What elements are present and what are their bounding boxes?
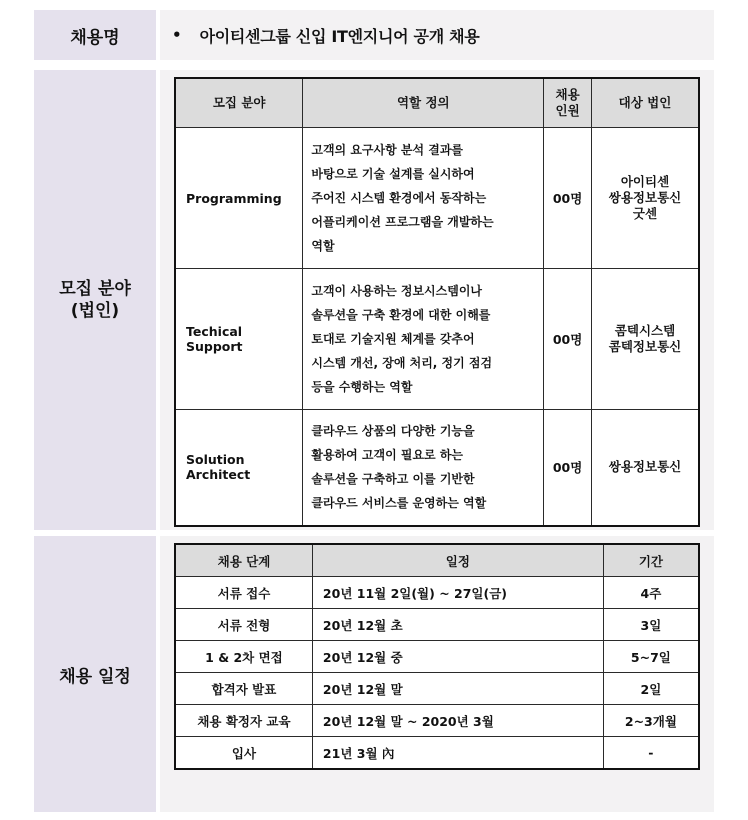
stage-cell: 서류 접수 xyxy=(175,577,312,609)
table-row xyxy=(175,705,699,737)
recruit-field-label-line1: 모집 분야 xyxy=(59,279,131,299)
role-line: 클라우드 서비스를 운영하는 역할 xyxy=(311,496,487,511)
role-cell xyxy=(303,128,544,269)
role-line: 시스템 개선, 장애 처리, 정기 점검 xyxy=(311,356,493,370)
corp-line: 콤텍시스템 xyxy=(614,323,676,338)
header-count-line2: 인원 xyxy=(555,103,580,118)
recruit-field-label-line2: (법인) xyxy=(70,301,120,321)
role-line: 솔루션을 구축하고 이를 기반한 xyxy=(311,472,475,487)
job-title-content xyxy=(160,10,714,60)
schedule-content xyxy=(160,536,714,812)
corp-line: 쌍용정보통신 xyxy=(608,459,682,475)
role-line: 고객의 요구사항 분석 결과를 xyxy=(311,143,464,157)
date-cell: 20년 12월 말 xyxy=(312,673,603,705)
period-cell: - xyxy=(603,737,699,770)
period-cell: 5~7일 xyxy=(603,641,699,673)
role-line: 클라우드 상품의 다양한 기능을 xyxy=(311,424,475,439)
schedule-label xyxy=(34,536,156,812)
field-cell: Solution Architect xyxy=(175,410,303,526)
header-field: 모집 분야 xyxy=(175,78,303,128)
table-row xyxy=(175,673,699,705)
job-title-label-text: 채용명 xyxy=(70,27,120,48)
role-line: 역할 xyxy=(311,239,335,253)
header-date: 일정 xyxy=(312,544,603,577)
corp-cell xyxy=(592,410,700,526)
header-count-line1: 채용 xyxy=(555,87,580,102)
table-row xyxy=(175,737,699,770)
role-line: 토대로 기술지원 체계를 갖추어 xyxy=(311,332,475,346)
date-cell: 20년 12월 중 xyxy=(312,641,603,673)
header-period: 기간 xyxy=(603,544,699,577)
corp-line: 굿센 xyxy=(632,206,658,221)
date-cell: 21년 3월 內 xyxy=(312,737,603,770)
stage-cell: 서류 전형 xyxy=(175,609,312,641)
role-line: 주어진 시스템 환경에서 동작하는 xyxy=(311,191,487,205)
field-cell: Programming xyxy=(175,128,303,269)
header-role: 역할 정의 xyxy=(303,78,544,128)
corp-line: 아이티센 xyxy=(620,174,670,189)
table-row xyxy=(175,128,699,269)
schedule-header-row xyxy=(175,544,699,577)
date-cell: 20년 12월 초 xyxy=(312,609,603,641)
header-corp: 대상 법인 xyxy=(592,78,700,128)
recruit-table-header-row xyxy=(175,78,699,128)
table-row xyxy=(175,609,699,641)
count-cell: 00명 xyxy=(544,128,592,269)
role-line: 솔루션을 구축 환경에 대한 이해를 xyxy=(311,308,491,322)
count-cell: 00명 xyxy=(544,410,592,526)
role-line: 바탕으로 기술 설계를 실시하여 xyxy=(311,167,475,181)
stage-cell: 1 & 2차 면접 xyxy=(175,641,312,673)
table-row xyxy=(175,577,699,609)
schedule-label-text: 채용 일정 xyxy=(59,666,131,687)
corp-line: 쌍용정보통신 xyxy=(608,190,682,205)
recruit-field-label xyxy=(34,70,156,530)
period-cell: 2~3개월 xyxy=(603,705,699,737)
stage-cell: 입사 xyxy=(175,737,312,770)
date-cell: 20년 11월 2일(월) ~ 27일(금) xyxy=(312,577,603,609)
table-row xyxy=(175,641,699,673)
bullet-icon: • xyxy=(172,26,182,44)
role-cell xyxy=(303,269,544,410)
job-title-label xyxy=(34,10,156,60)
count-cell: 00명 xyxy=(544,269,592,410)
stage-cell: 채용 확정자 교육 xyxy=(175,705,312,737)
role-line: 활용하여 고객이 필요로 하는 xyxy=(311,448,464,463)
recruit-field-content xyxy=(160,70,714,530)
date-cell: 20년 12월 말 ~ 2020년 3월 xyxy=(312,705,603,737)
role-cell xyxy=(303,410,544,526)
recruit-table xyxy=(174,77,700,527)
period-cell: 4주 xyxy=(603,577,699,609)
corp-line: 콤텍정보통신 xyxy=(608,339,682,354)
stage-cell: 합격자 발표 xyxy=(175,673,312,705)
field-cell: Techical Support xyxy=(175,269,303,410)
corp-cell xyxy=(592,128,700,269)
header-count xyxy=(544,78,592,128)
role-line: 등을 수행하는 역할 xyxy=(311,380,413,394)
role-line: 어플리케이션 프로그램을 개발하는 xyxy=(311,215,494,229)
header-stage: 채용 단계 xyxy=(175,544,312,577)
schedule-table xyxy=(174,543,700,770)
period-cell: 2일 xyxy=(603,673,699,705)
table-row xyxy=(175,410,699,526)
corp-cell xyxy=(592,269,700,410)
period-cell: 3일 xyxy=(603,609,699,641)
table-row xyxy=(175,269,699,410)
role-line: 고객이 사용하는 정보시스템이나 xyxy=(311,284,483,298)
job-title-text: 아이티센그룹 신입 IT엔지니어 공개 채용 xyxy=(199,26,480,46)
